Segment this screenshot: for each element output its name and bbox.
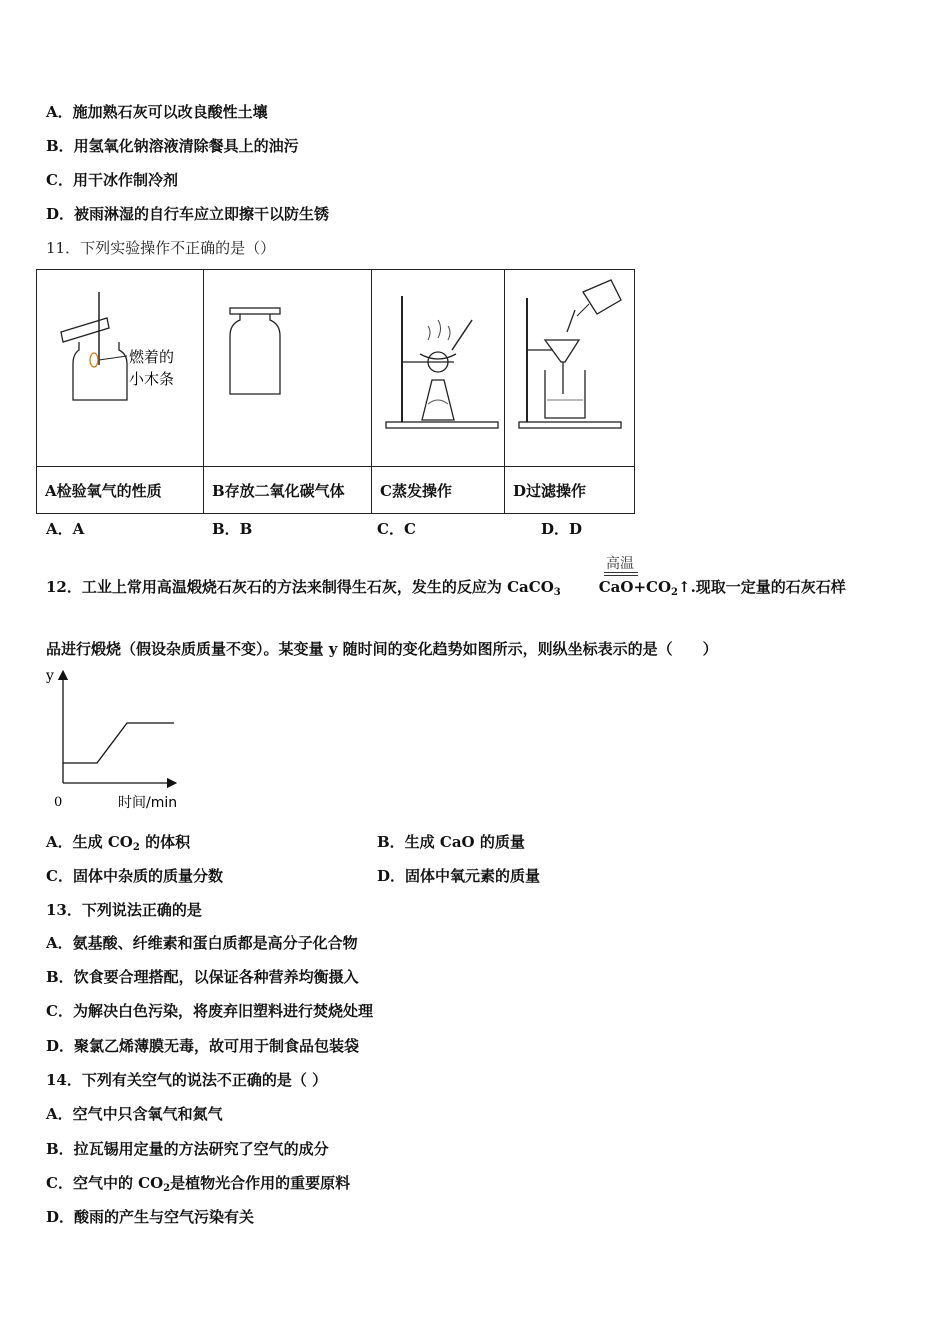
q13-option-d: D．聚氯乙烯薄膜无毒，故可用于制食品包装袋: [46, 1037, 360, 1055]
q12-stem-part3: ↑.现取一定量的石灰石样: [678, 578, 846, 596]
q14-option-c: C．空气中的 $CO_2$是植物光合作用的重要原料: [46, 1174, 351, 1194]
q12-option-b: B．生成 CaO 的质量: [377, 833, 525, 851]
q11-option-b: B．B: [212, 520, 253, 538]
figure-cell-a: [37, 270, 204, 467]
q12-option-c: C．固体中杂质的质量分数: [46, 867, 223, 885]
q11-option-a: A．A: [46, 520, 85, 538]
q12-stem-part1: 12．工业上常用高温煅烧石灰石的方法来制得生石灰，发生的反应为 CaCO: [46, 578, 554, 596]
q13-stem: 13．下列说法正确的是: [46, 901, 202, 919]
oxygen-test-bottle-illustration: [37, 270, 203, 466]
caption-c: C蒸发操作: [372, 467, 505, 514]
q11-option-d: D．D: [541, 520, 583, 538]
q13-option-c: C．为解决白色污染，将废弃旧塑料进行焚烧处理: [46, 1002, 373, 1020]
caption-d: D过滤操作: [505, 467, 635, 514]
q10-option-a: A．施加熟石灰可以改良酸性土壤: [46, 103, 268, 121]
filtration-setup-illustration: [505, 270, 634, 466]
q12-sub2: 2: [671, 587, 679, 598]
caption-b: B存放二氧化碳气体: [204, 467, 372, 514]
figure-cell-d: [505, 270, 635, 467]
q12-graph: [40, 665, 200, 815]
q11-stem: 11．下列实验操作不正确的是（）: [46, 239, 276, 257]
q10-option-d: D．被雨淋湿的自行车应立即擦干以防生锈: [46, 205, 330, 223]
q13-option-b: B．饮食要合理搭配，以保证各种营养均衡摄入: [46, 968, 359, 986]
x-axis-label: 时间/min: [118, 795, 178, 811]
reaction-equals-sign: [604, 572, 638, 576]
q14-option-d: D．酸雨的产生与空气污染有关: [46, 1208, 255, 1226]
q12-sub1: 3: [553, 587, 561, 598]
evaporation-setup-illustration: [372, 270, 504, 466]
origin-label: 0: [54, 795, 63, 810]
q14-stem: 14．下列有关空气的说法不正确的是（ ）: [46, 1071, 328, 1089]
trend-line: [63, 723, 174, 763]
q10-option-b: B．用氢氧化钠溶液清除餐具上的油污: [46, 137, 299, 155]
q11-figure-table: [36, 269, 635, 514]
q12-option-d: D．固体中氧元素的质量: [377, 867, 541, 885]
q13-option-a: A．氨基酸、纤维素和蛋白质都是高分子化合物: [46, 934, 358, 952]
q12-option-a: A．生成 $CO_2$ 的体积: [46, 833, 191, 853]
figure-label-burning: 燃着的: [129, 348, 175, 366]
figure-cell-c: [372, 270, 505, 467]
gas-jar-illustration: [204, 270, 371, 466]
q14-option-b: B．拉瓦锡用定量的方法研究了空气的成分: [46, 1140, 329, 1158]
figure-label-stick: 小木条: [129, 370, 175, 388]
caption-a: A检验氧气的性质: [37, 467, 204, 514]
q12-stem-part2: CaO+CO: [598, 578, 672, 596]
q12-stem-line1: [46, 577, 846, 603]
y-axis-label: y: [46, 668, 54, 684]
q10-option-c: C．用干冰作制冷剂: [46, 171, 178, 189]
figure-cell-b: [204, 270, 372, 467]
q14-option-a: A．空气中只含氧气和氮气: [46, 1105, 223, 1123]
q11-option-c: C．C: [377, 520, 416, 538]
q12-stem-line2: 品进行煅烧（假设杂质质量不变）。某变量 y 随时间的变化趋势如图所示，则纵坐标表示的是（ ）: [46, 640, 718, 658]
reaction-condition: 高温: [606, 556, 634, 572]
